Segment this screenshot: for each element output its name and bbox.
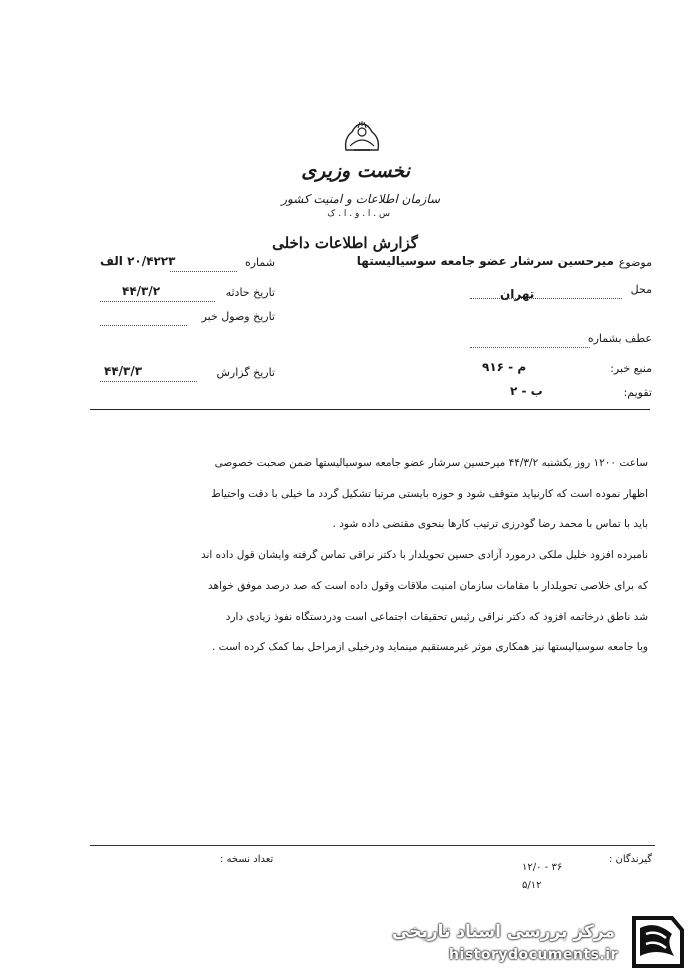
field-number-value: ۲۰/۴۲۲۳ الف xyxy=(100,254,176,268)
recipients-label: گیرندگان : xyxy=(608,854,652,865)
field-report-date xyxy=(100,364,275,384)
field-reference xyxy=(470,330,652,350)
field-source-label: منبع خبر: xyxy=(610,362,652,375)
body-line: باید با تماس با محمد رضا گودرزی ترتیب کارها بنحوی مقتضی داده شود . xyxy=(332,518,648,531)
body-line: وبا جامعه سوسیالیستها نیز همکاری موثر غیرمستقیم مینماید ودرخیلی ازمراحل بما کمک کرده است . xyxy=(211,641,648,654)
body-line: که برای خلاصی تحویلدار با مقامات سازمان امنیت ملاقات وقول داده است که صد درصد موفق خواهد xyxy=(208,579,648,592)
field-place xyxy=(470,281,652,301)
field-rating xyxy=(470,384,652,404)
copies-label: تعداد نسخه : xyxy=(220,854,274,865)
field-incident-date-value: ۴۴/۳/۲ xyxy=(122,284,161,298)
field-number-label: شماره xyxy=(244,256,275,269)
field-subject xyxy=(355,254,652,274)
footer-code-2: ۵/۱۲ xyxy=(522,880,542,891)
field-receipt-date xyxy=(100,308,275,328)
field-rating-label: تقویم: xyxy=(623,386,652,399)
field-place-value: تهران xyxy=(500,287,535,301)
document-center-logo-icon xyxy=(626,912,688,972)
watermark xyxy=(392,910,690,972)
field-reference-label: عطف بشماره xyxy=(587,332,652,345)
lion-and-sun-emblem-icon xyxy=(340,120,384,154)
field-place-label: محل xyxy=(630,283,652,296)
footer-divider xyxy=(90,845,655,846)
field-report-date-label: تاریخ گزارش xyxy=(216,366,275,379)
field-subject-label: موضوع xyxy=(618,256,652,269)
field-number xyxy=(100,254,275,274)
body-line: نامبرده افزود خلیل ملکی درمورد آزادی حسین تحویلدار با دکتر نراقی تماس گرفته وایشان قول داده اند xyxy=(200,549,648,562)
header-divider xyxy=(90,409,650,410)
field-rating-value: ب - ۲ xyxy=(510,384,543,398)
field-source-value: م - ۹۱۶ xyxy=(482,360,527,374)
field-receipt-date-label: تاریخ وصول خبر xyxy=(201,310,275,323)
field-source xyxy=(470,360,652,380)
field-incident-date-label: تاریخ حادثه xyxy=(225,286,275,299)
body-line: ساعت ۱۲۰۰ روز یکشنبه ۴۴/۳/۲ میرحسین سرشار عضو جامعه سوسیالیستها ضمن صحبت خصوصی xyxy=(214,457,648,469)
letterhead-report-title: گزارش اطلاعات داخلی xyxy=(272,234,418,252)
watermark-url: historydocuments.ir xyxy=(449,947,618,963)
letterhead-organization: سازمان اطلاعات و امنیت کشور xyxy=(281,192,440,206)
field-incident-date xyxy=(100,284,275,304)
body-line: شد ناطق درخاتمه افزود که دکتر نراقی رئیس تحقیقات اجتماعی است ودردستگاه نفوذ زیادی دارد xyxy=(225,610,648,623)
field-subject-value: میرحسین سرشار عضو جامعه سوسیالیستها xyxy=(356,254,614,268)
field-report-date-value: ۴۴/۳/۳ xyxy=(104,364,143,378)
letterhead-acronym: س . ا . و . ا . ک xyxy=(327,209,390,219)
body-line: اظهار نموده است که کارنیاید متوقف شود و حوزه بایستی مرتبا تشکیل گردد ما خیلی با دقت واحتیاط xyxy=(211,487,648,500)
watermark-title: مرکز بررسی اسناد تاریخی xyxy=(392,922,615,942)
footer-code-1: ۳۶ - ۱۲/۰ xyxy=(522,862,563,873)
report-body xyxy=(88,448,648,663)
letterhead-prime-ministry: نخست وزیری xyxy=(301,160,410,182)
